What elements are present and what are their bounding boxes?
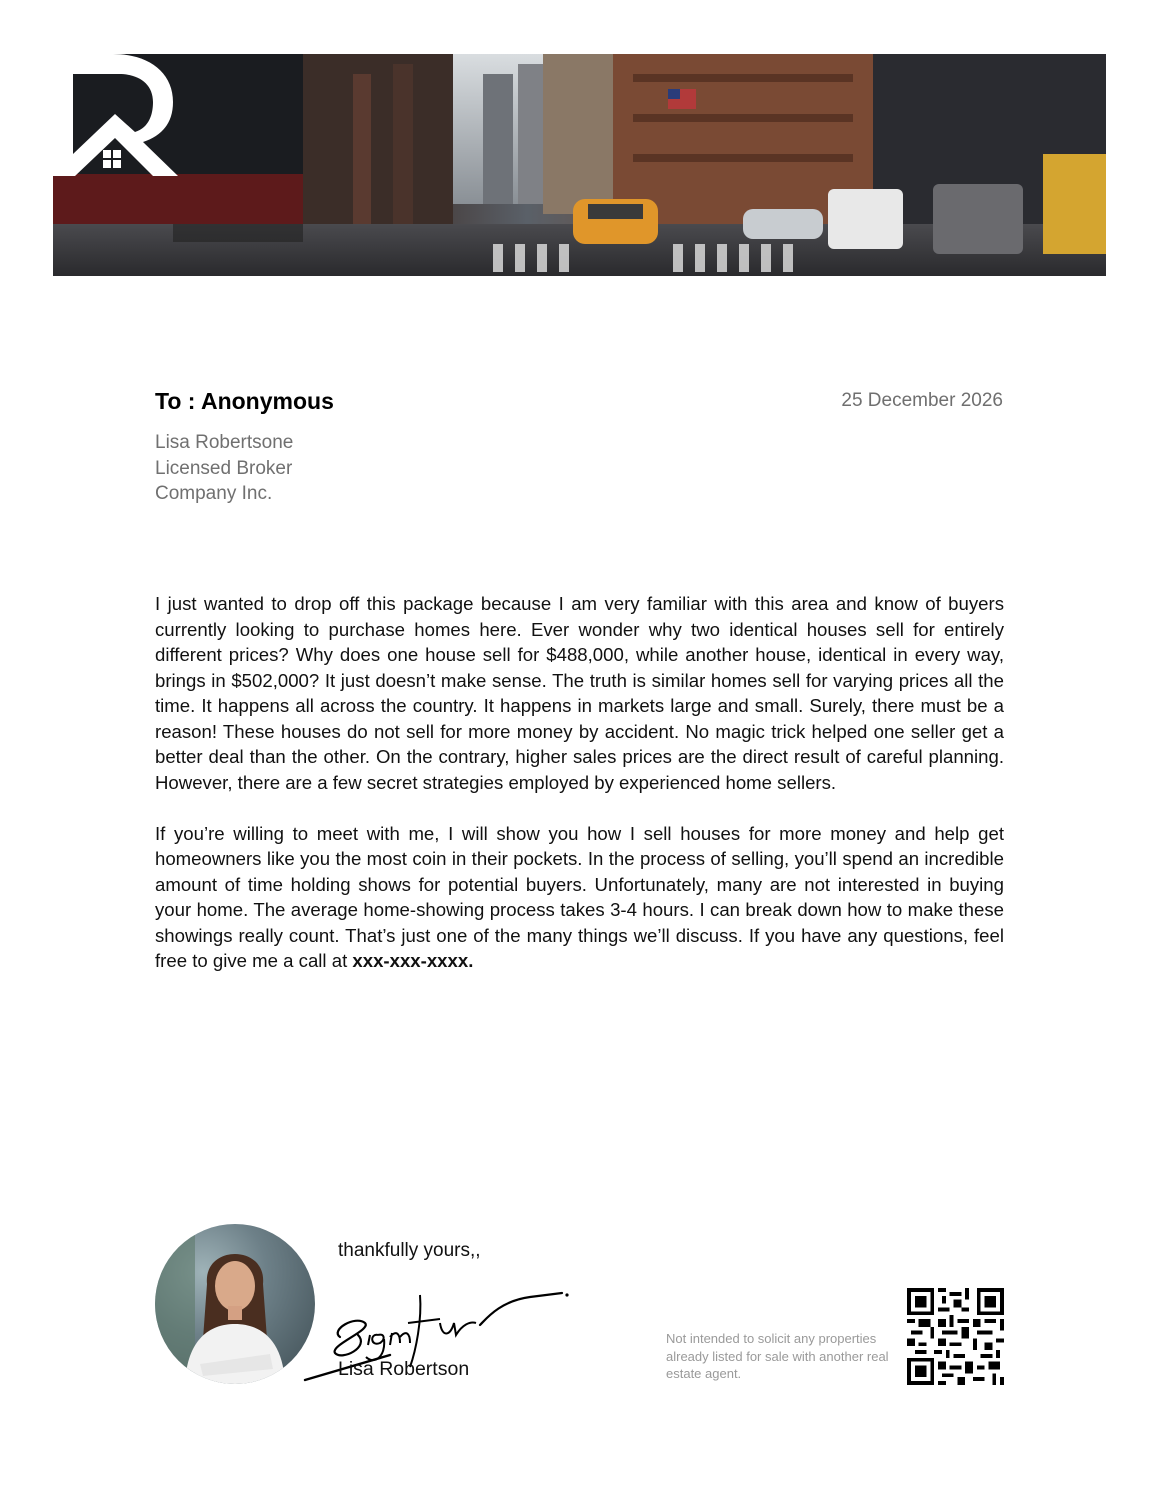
signer-name: Lisa Robertson	[338, 1358, 470, 1380]
letter-body	[155, 591, 1004, 999]
city-street-photo	[53, 54, 1106, 276]
agent-portrait	[155, 1224, 315, 1384]
qr-code-icon	[907, 1288, 1004, 1385]
sender-name: Lisa Robertsone	[155, 432, 294, 453]
person-photo-icon	[155, 1224, 315, 1384]
recipient-heading: To : Anonymous	[155, 388, 334, 414]
body-paragraph-2-text: If you’re willing to meet with me, I will show you how I sell houses for more money and help get homeowners like you the most coin in their pockets. In the process of selling, you’ll spend an incredible amount of time holding shows for potential buyers. Unfortunately, many are not interested in buying your home. The average home-showing process takes 3-4 hours. I can break down how to make these showings really count. That’s just one of the many things we’ll discuss. If you have any questions, feel free to give me a call at	[155, 822, 1004, 971]
sender-company: Company Inc.	[155, 483, 273, 504]
letter-date: 25 December 2026	[841, 390, 1003, 411]
sender-title: Licensed Broker	[155, 457, 293, 479]
phone-number: xxx-xxx-xxxx.	[352, 950, 474, 971]
body-paragraph-1: I just wanted to drop off this package because I am very familiar with this area and know of buyers currently looking to purchase homes here. Ever wonder why two identical houses sell for entirely different prices? Why does one house sell for $488,000, while another house, identical in every way, brings in $502,000? It just doesn’t make sense. The truth is similar homes sell for varying prices all the time. It happens all across the country. It happens in markets large and small. Surely, there must be a reason! These houses do not sell for more money by accident. No magic trick helped one seller get a better deal than the other. On the contrary, higher sales prices are the direct result of careful planning. However, there are a few secret strategies employed by experienced home sellers.	[155, 593, 1004, 793]
real-estate-house-logo	[53, 54, 183, 176]
sender-block	[155, 430, 293, 507]
body-paragraph-2	[155, 821, 1004, 974]
closing-text: thankfully yours,,	[338, 1240, 481, 1261]
disclaimer-text: Not intended to solicit any properties already listed for sale with another real estate agent.	[666, 1331, 889, 1381]
header-banner	[53, 54, 1106, 276]
